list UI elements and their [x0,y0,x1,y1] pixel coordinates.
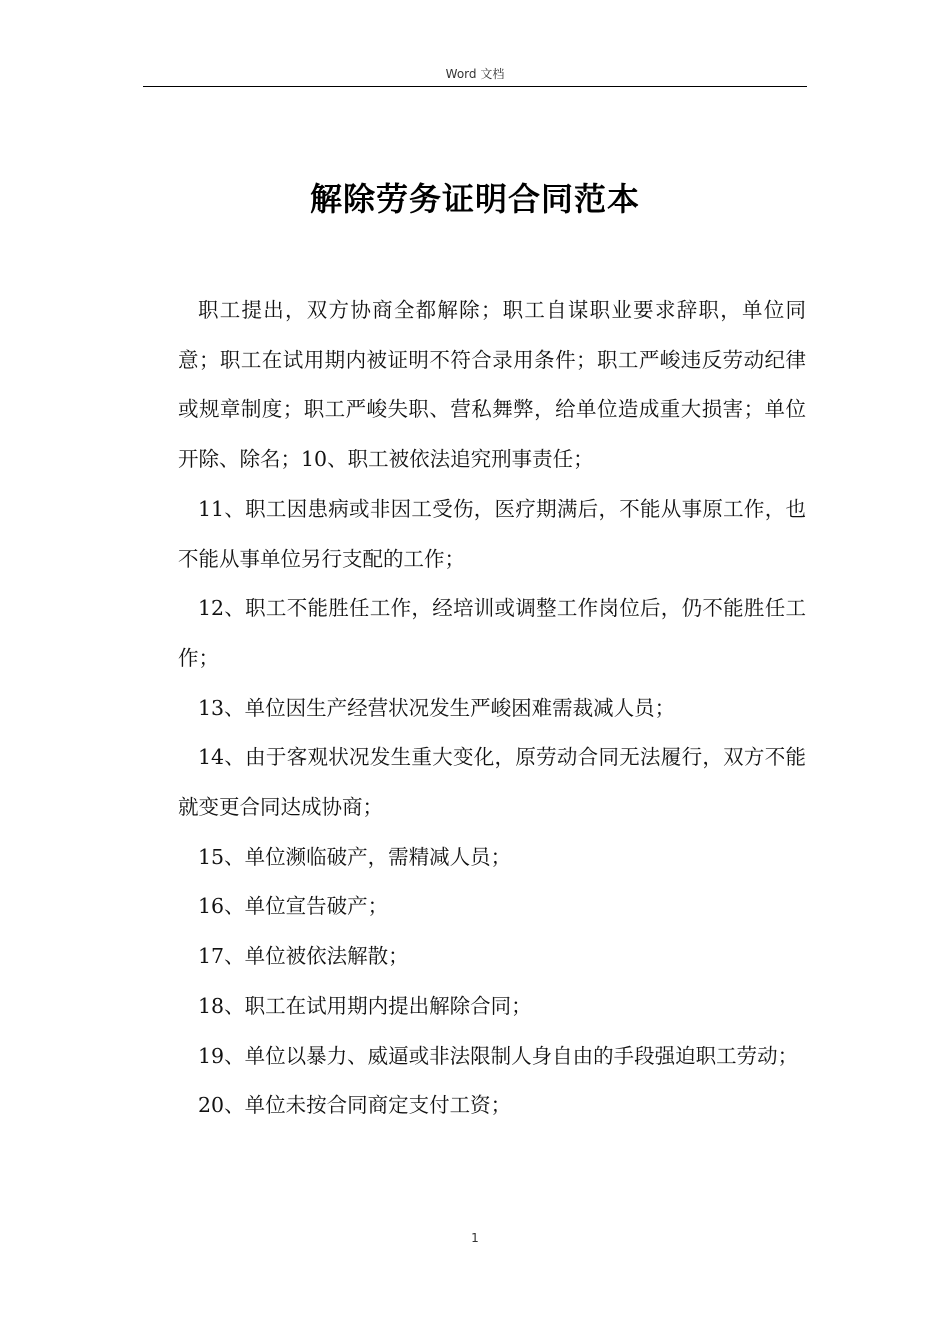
paragraph-11: 20、单位未按合同商定支付工资； [198,1093,512,1118]
paragraph-9: 18、职工在试用期内提出解除合同； [198,993,532,1018]
paragraph-3: 12、职工不能胜任工作，经培训或调整工作岗位后，仍不能胜任工作； [178,596,806,670]
page-number: 1 [471,1231,479,1245]
paragraph-7: 16、单位宣告破产； [198,894,389,919]
document-body [178,286,806,1131]
paragraph-8: 17、单位被依法解散； [198,944,409,969]
paragraph-10: 19、单位以暴力、威逼或非法限制人身自由的手段强迫职工劳动； [198,1043,799,1068]
paragraph-6: 15、单位濒临破产，需精减人员； [198,844,512,869]
paragraph-2: 11、职工因患病或非因工受伤，医疗期满后，不能从事原工作，也不能从事单位另行支配的工作； [178,496,806,571]
document-title: 解除劳务证明合同范本 [309,180,640,219]
paragraph-4: 13、单位因生产经营状况发生严峻困难需裁减人员； [198,695,676,720]
paragraph-5: 14、由于客观状况发生重大变化，原劳动合同无法履行，双方不能就变更合同达成协商； [178,745,806,820]
page-header: Word 文档 [445,67,505,81]
paragraph-1: 职工提出，双方协商全都解除；职工自谋职业要求辞职，单位同意；职工在试用期内被证明不符合录用条件；职工严峻违反劳动纪律或规章制度；职工严峻失职、营私舞弊，给单位造成重大损害；单位开除、除名；10、职工被依法追究刑事责任； [178,298,806,472]
header-divider [143,86,807,87]
